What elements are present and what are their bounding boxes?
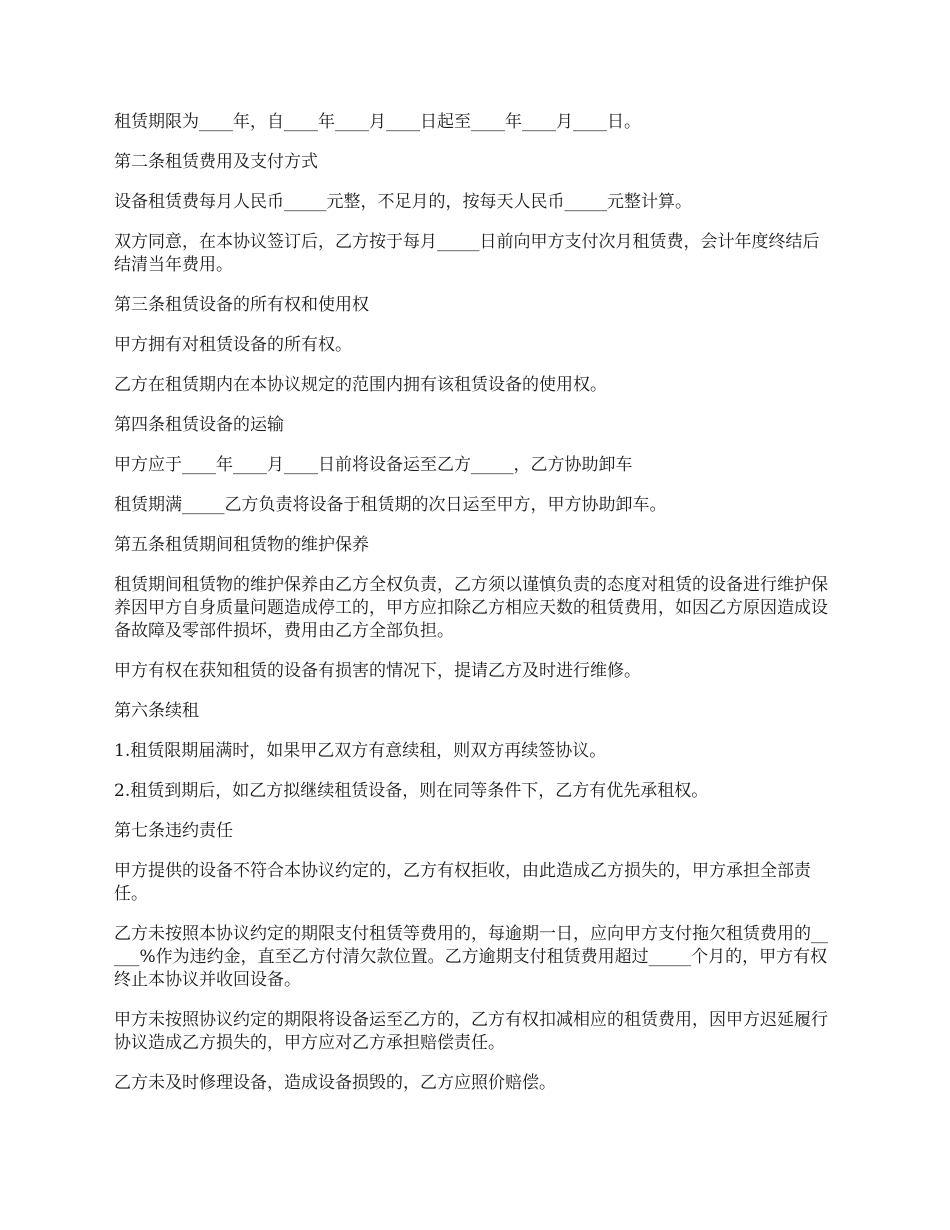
ownership-clause: 甲方拥有对租赁设备的所有权。 [114, 335, 352, 355]
rental-fee-clause: 设备租赁费每月人民币_____元整，不足月的，按每天人民币_____元整计算。 [114, 192, 692, 212]
lessee-damage-liability: 乙方未及时修理设备，造成设备损毁的，乙方应照价赔偿。 [114, 1073, 556, 1093]
usage-right-clause: 乙方在租赁期内在本协议规定的范围内拥有该租赁设备的使用权。 [114, 375, 607, 395]
lessor-late-delivery-liability: 甲方未按照协议约定的期限将设备运至乙方的，乙方有权扣减相应的租赁费用，因甲方迟延履行协议造成乙方损失的，甲方应对乙方承担赔偿责任。 [114, 1010, 828, 1053]
article-4-heading: 第四条租赁设备的运输 [114, 415, 284, 435]
article-7-heading: 第七条违约责任 [114, 821, 233, 841]
lessee-late-payment-liability: 乙方未按照本协议约定的期限支付租赁等费用的，每逾期一日，应向甲方支付拖欠租赁费用的_____%作为违约金，直至乙方付清欠款位置。乙方逾期支付租赁费用超过_____个月的，甲方有权终止本协议并收回设备。 [114, 924, 828, 990]
return-clause: 租赁期满_____乙方负责将设备于租赁期的次日运至甲方，甲方协助卸车。 [114, 495, 667, 515]
article-3-heading: 第三条租赁设备的所有权和使用权 [114, 295, 369, 315]
maintenance-clause: 租赁期间租赁物的维护保养由乙方全权负责，乙方须以谨慎负责的态度对租赁的设备进行维护保养因甲方自身质量问题造成停工的，甲方应扣除乙方相应天数的租赁费用，如因乙方原因造成设备故障及零部件损坏，费用由乙方全部负担。 [114, 575, 828, 641]
article-6-heading: 第六条续租 [114, 701, 199, 721]
payment-clause: 双方同意，在本协议签订后，乙方按于每月_____日前向甲方支付次月租赁费，会计年度终结后结清当年费用。 [114, 232, 820, 275]
renewal-item-2: 2.租赁到期后，如乙方拟继续租赁设备，则在同等条件下，乙方有优先承租权。 [114, 781, 709, 801]
renewal-item-1: 1.租赁限期届满时，如果甲乙双方有意续租，则双方再续签协议。 [114, 741, 607, 761]
repair-request-clause: 甲方有权在获知租赁的设备有损害的情况下，提请乙方及时进行维修。 [114, 661, 641, 681]
lease-term-clause: 租赁期限为____年，自____年____月____日起至____年____月____日。 [114, 112, 641, 132]
article-2-heading: 第二条租赁费用及支付方式 [114, 152, 318, 172]
document-body [114, 111, 836, 1112]
delivery-clause: 甲方应于____年____月____日前将设备运至乙方_____，乙方协助卸车 [114, 455, 633, 475]
article-5-heading: 第五条租赁期间租赁物的维护保养 [114, 535, 369, 555]
lessor-equipment-liability: 甲方提供的设备不符合本协议约定的，乙方有权拒收，由此造成乙方损失的，甲方承担全部责任。 [114, 861, 811, 904]
